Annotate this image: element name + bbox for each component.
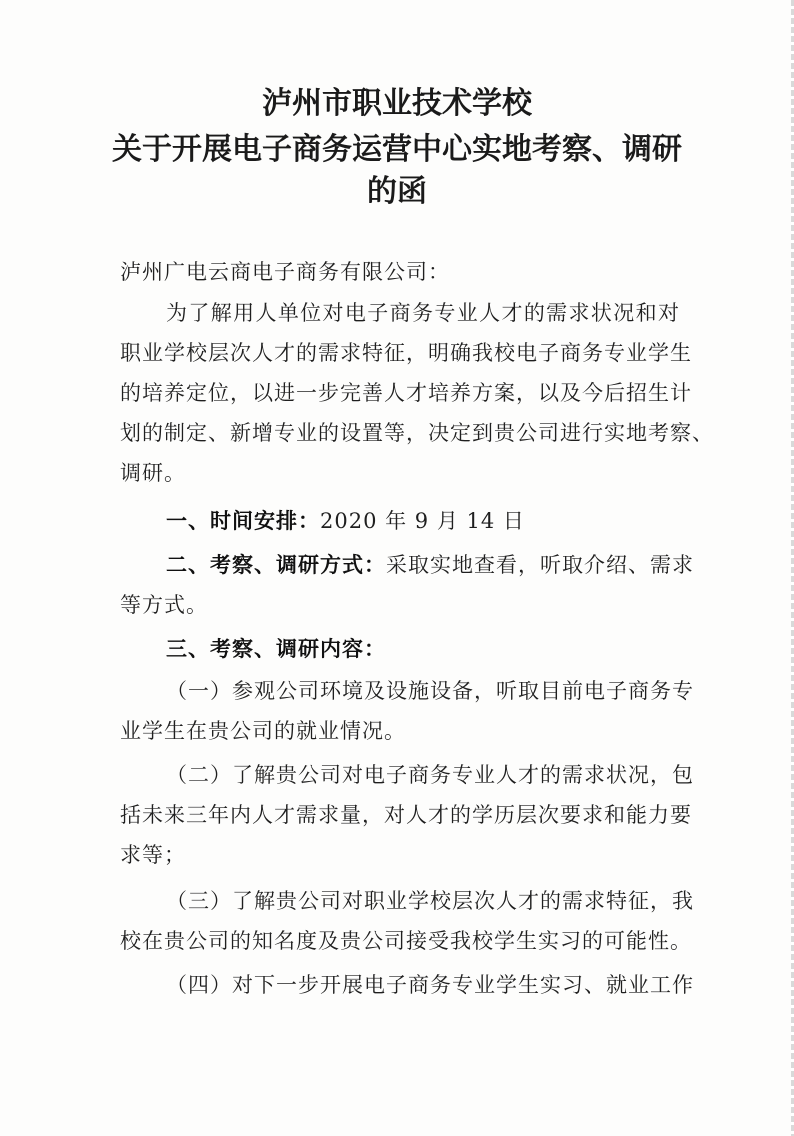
item-2-line-3: 求等； <box>120 843 186 867</box>
item-2-line-1: （二）了解贵公司对电子商务专业人才的需求状况，包 <box>166 763 694 787</box>
section-2-heading: 二、考察、调研方式： <box>166 553 386 577</box>
section-3-heading: 三、考察、调研内容： <box>166 637 386 661</box>
section-2-text-line-1: 采取实地查看，听取介绍、需求 <box>386 553 694 577</box>
item-4-line-1: （四）对下一步开展电子商务专业学生实习、就业工作 <box>166 973 694 997</box>
section-1-text: 2020 年 9 月 14 日 <box>320 509 525 533</box>
intro-line-2: 职业学校层次人才的需求特征，明确我校电子商务专业学生 <box>120 341 692 365</box>
intro-line-3: 的培养定位，以进一步完善人才培养方案，以及今后招生计 <box>120 381 692 405</box>
section-1-heading: 一、时间安排： <box>166 509 320 533</box>
intro-line-5: 调研。 <box>120 461 186 485</box>
document-title-line-3: 的函 <box>367 174 427 209</box>
item-3-line-2: 校在贵公司的知名度及贵公司接受我校学生实习的可能性。 <box>120 929 692 953</box>
salutation: 泸州广电云商电子商务有限公司： <box>120 260 450 284</box>
section-2-text-line-2: 等方式。 <box>120 593 208 617</box>
item-1-line-1: （一）参观公司环境及设施设备，听取目前电子商务专 <box>166 679 694 703</box>
item-2-line-2: 括未来三年内人才需求量，对人才的学历层次要求和能力要 <box>120 803 692 827</box>
intro-line-1: 为了解用人单位对电子商务专业人才的需求状况和对 <box>166 301 680 325</box>
item-1-line-2: 业学生在贵公司的就业情况。 <box>120 719 406 743</box>
section-1 <box>166 506 525 536</box>
item-3-line-1: （三）了解贵公司对职业学校层次人才的需求特征，我 <box>166 889 694 913</box>
document-title-line-2: 关于开展电子商务运营中心实地考察、调研 <box>112 132 682 167</box>
intro-line-4: 划的制定、新增专业的设置等，决定到贵公司进行实地考察、 <box>120 421 714 445</box>
document-title-line-1: 泸州市职业技术学校 <box>262 86 532 121</box>
section-2 <box>166 550 694 580</box>
